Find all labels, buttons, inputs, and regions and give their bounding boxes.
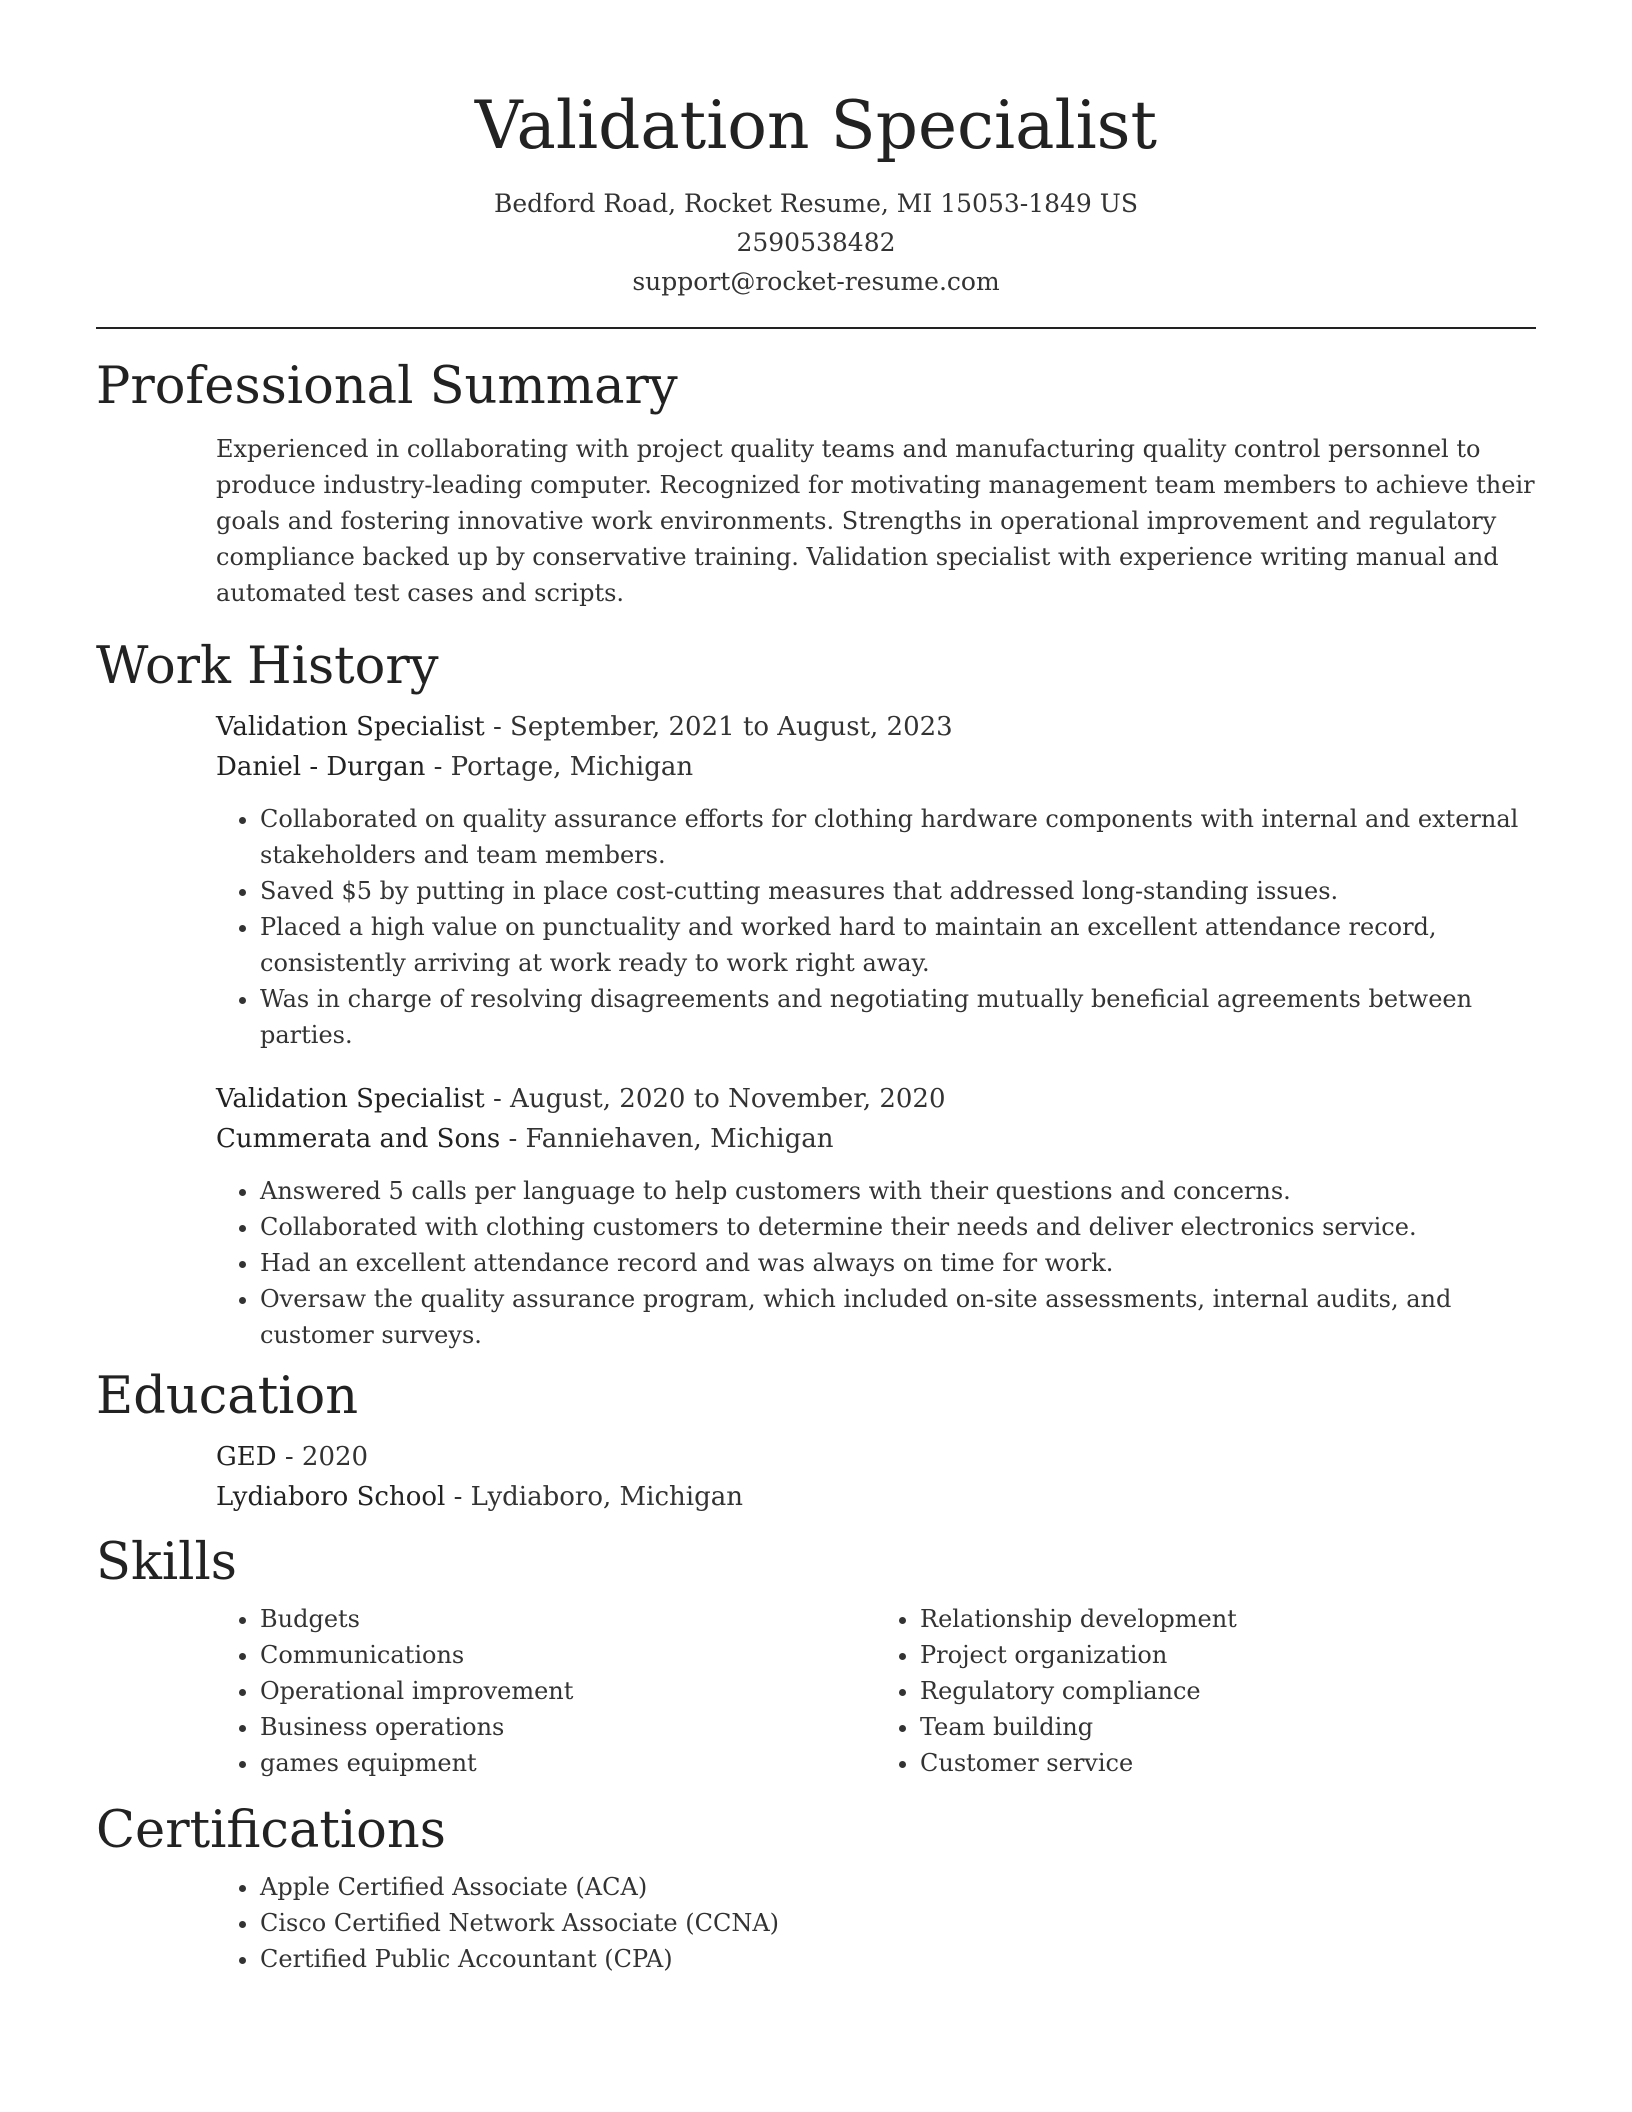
resume-header	[96, 0, 1536, 301]
skill-item: • Operational improvement	[260, 1673, 876, 1709]
contact-info	[96, 184, 1536, 301]
job-dates: - September, 2021 to August, 2023	[484, 712, 953, 742]
job-bullet: • Oversaw the quality assurance program, which included on-site assessments, internal audits, and customer surveys.	[260, 1281, 1536, 1353]
certifications-section	[96, 1801, 1536, 1977]
job-role: Validation Specialist	[216, 712, 485, 742]
contact-email: support@rocket-resume.com	[632, 267, 1000, 296]
skills-list-right	[876, 1601, 1536, 1781]
job-title-line	[216, 1079, 1536, 1119]
contact-phone: 2590538482	[736, 228, 896, 257]
job-bullet: • Collaborated on quality assurance efforts for clothing hardware components with internal and external stakeholders and team members.	[260, 801, 1536, 873]
skill-item: • Regulatory compliance	[920, 1673, 1536, 1709]
certification-item: • Certified Public Accountant (CPA)	[260, 1941, 1536, 1977]
certifications-list	[216, 1869, 1536, 1977]
skills-section	[96, 1533, 1536, 1781]
skills-columns	[216, 1593, 1536, 1781]
work-history-section	[96, 637, 1536, 1353]
skill-item: • Team building	[920, 1709, 1536, 1745]
education-degree-line	[216, 1437, 1536, 1477]
education-section	[96, 1367, 1536, 1517]
summary-section	[96, 357, 1536, 611]
job-bullet: • Saved $5 by putting in place cost-cutting measures that addressed long-standing issues.	[260, 873, 1536, 909]
job-dates: - August, 2020 to November, 2020	[484, 1084, 946, 1114]
education-location: - Lydiaboro, Michigan	[445, 1482, 743, 1512]
job-bullet: • Had an excellent attendance record and was always on time for work.	[260, 1245, 1536, 1281]
contact-address: Bedford Road, Rocket Resume, MI 15053-1849 US	[494, 189, 1138, 218]
header-divider	[96, 327, 1536, 329]
skill-item: • games equipment	[260, 1745, 876, 1781]
work-history-title: Work History	[96, 637, 439, 696]
job-bullet: • Placed a high value on punctuality and worked hard to maintain an excellent attendance record, consistently arriving at work ready to work right away.	[260, 909, 1536, 981]
summary-title: Professional Summary	[96, 357, 678, 416]
job-title-line	[216, 707, 1536, 747]
job-role: Validation Specialist	[216, 1084, 485, 1114]
education-year: - 2020	[276, 1442, 369, 1472]
skill-item: • Budgets	[260, 1601, 876, 1637]
job-bullets	[216, 1173, 1536, 1353]
summary-text: Experienced in collaborating with project quality teams and manufacturing quality control personnel to produce industry-leading computer. Recognized for motivating management team members to achieve their goals and fostering innovative work environments. Strengths in operational improvement and regulatory compliance backed up by conservative training. Validation specialist with experience writing manual and automated test cases and scripts.	[216, 435, 1535, 607]
education-school: Lydiaboro School	[216, 1482, 446, 1512]
job-company-line	[216, 747, 1536, 787]
education-degree: GED	[216, 1442, 277, 1472]
skills-list-left	[216, 1601, 876, 1781]
job-location: - Portage, Michigan	[425, 752, 694, 782]
job-company-line	[216, 1119, 1536, 1159]
job-bullets	[216, 801, 1536, 1053]
job-entry	[216, 707, 1536, 1053]
skills-title: Skills	[96, 1533, 237, 1592]
job-bullet: • Was in charge of resolving disagreements and negotiating mutually beneficial agreements between parties.	[260, 981, 1536, 1053]
job-company: Daniel - Durgan	[216, 752, 426, 782]
job-entry	[216, 1079, 1536, 1353]
candidate-name: Validation Specialist	[474, 87, 1158, 164]
certification-item: • Apple Certified Associate (ACA)	[260, 1869, 1536, 1905]
skill-item: • Business operations	[260, 1709, 876, 1745]
job-company: Cummerata and Sons	[216, 1124, 501, 1154]
skill-item: • Project organization	[920, 1637, 1536, 1673]
certifications-title: Certifications	[96, 1801, 446, 1860]
education-school-line	[216, 1477, 1536, 1517]
job-bullet: • Collaborated with clothing customers to determine their needs and deliver electronics service.	[260, 1209, 1536, 1245]
education-title: Education	[96, 1367, 359, 1426]
job-bullet: • Answered 5 calls per language to help customers with their questions and concerns.	[260, 1173, 1536, 1209]
job-location: - Fanniehaven, Michigan	[500, 1124, 834, 1154]
skill-item: • Relationship development	[920, 1601, 1536, 1637]
skill-item: • Customer service	[920, 1745, 1536, 1781]
certification-item: • Cisco Certified Network Associate (CCNA)	[260, 1905, 1536, 1941]
skill-item: • Communications	[260, 1637, 876, 1673]
